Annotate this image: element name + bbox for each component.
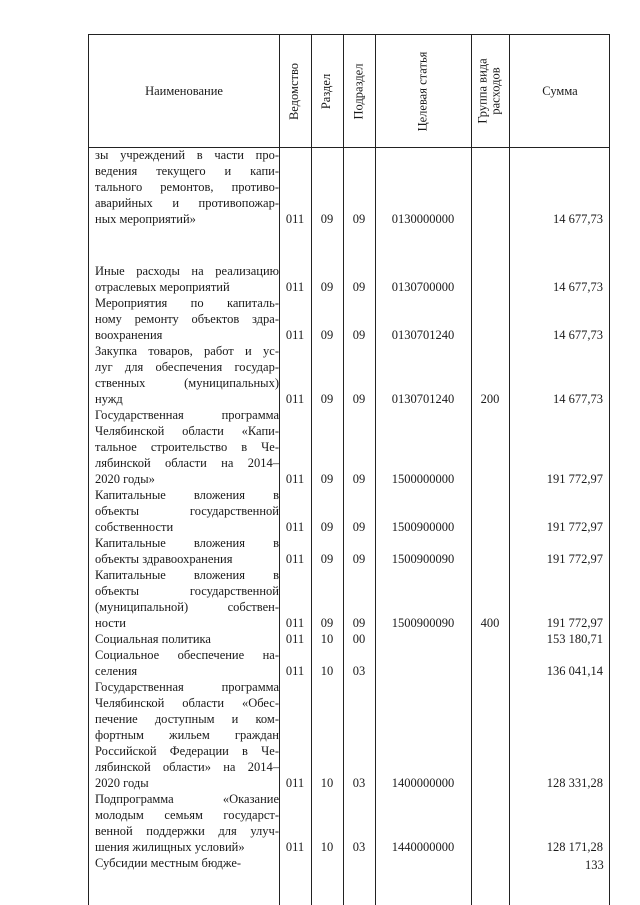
row-name-line: Челябинской области «Капи- [95, 424, 279, 438]
column-divider [471, 35, 472, 905]
row-summa: 14 677,73 [553, 392, 603, 406]
row-vedomstvo: 011 [285, 520, 305, 534]
row-vedomstvo: 011 [285, 328, 305, 342]
header-summa [509, 35, 611, 147]
row-name-line: объекты государственной [95, 584, 279, 598]
page-number: 133 [585, 858, 604, 872]
row-name-line: лябинской области на 2014– [95, 456, 279, 470]
row-podrazdel: 09 [352, 280, 366, 294]
row-name-line: тального ремонтов, противо- [95, 180, 279, 194]
row-name-line: объекты здравоохранения [95, 552, 233, 566]
row-razdel: 09 [320, 472, 334, 486]
row-name-line: ственных (муниципальных) [95, 376, 279, 390]
header-name-label: Наименование [145, 83, 223, 98]
row-vedomstvo: 011 [285, 552, 305, 566]
row-razdel: 10 [320, 840, 334, 854]
row-name [95, 535, 279, 567]
row-podrazdel: 09 [352, 552, 366, 566]
row-podrazdel: 09 [352, 392, 366, 406]
row-name-line: (муниципальной) собствен- [95, 600, 279, 614]
row-razdel: 09 [320, 520, 334, 534]
row-name-line: Субсидии местным бюдже- [95, 856, 242, 870]
header-vedomstvo [279, 35, 311, 147]
row-name-line: Капитальные вложения в [95, 536, 279, 550]
header-summa-label: Сумма [542, 83, 578, 98]
row-name-line: отраслевых мероприятий [95, 280, 230, 294]
row-podrazdel: 03 [352, 776, 366, 790]
row-podrazdel: 00 [352, 632, 366, 646]
row-name [95, 487, 279, 535]
row-name-line: ных мероприятий» [95, 212, 196, 226]
row-name-line: лябинской области» на 2014– [95, 760, 279, 774]
budget-table [88, 34, 610, 905]
row-vedomstvo: 011 [285, 212, 305, 226]
row-name [95, 567, 279, 631]
row-celevaya: 0130700000 [391, 280, 455, 294]
row-razdel: 09 [320, 616, 334, 630]
row-summa: 14 677,73 [553, 280, 603, 294]
row-vedomstvo: 011 [285, 632, 305, 646]
row-name-line: фортным жильем граждан [95, 728, 279, 742]
row-celevaya: 1500900090 [391, 616, 455, 630]
row-name [95, 263, 279, 295]
header-gruppa-line2: расходов [489, 67, 504, 115]
row-name-line: печение доступным и ком- [95, 712, 279, 726]
row-celevaya: 1500000000 [391, 472, 455, 486]
row-summa: 191 772,97 [546, 616, 603, 630]
row-gruppa: 400 [480, 616, 500, 630]
row-vedomstvo: 011 [285, 664, 305, 678]
row-name-line: 2020 годы [95, 776, 149, 790]
row-celevaya: 1500900000 [391, 520, 455, 534]
row-name-line: Капитальные вложения в [95, 488, 279, 502]
row-summa: 153 180,71 [546, 632, 603, 646]
row-name-line: венной поддержки для улуч- [95, 824, 279, 838]
row-name [95, 343, 279, 407]
row-summa: 128 171,28 [546, 840, 603, 854]
row-name [95, 679, 279, 791]
header-podrazdel-label: Подраздел [351, 63, 366, 119]
header-celevaya-label: Целевая статья [415, 51, 430, 131]
row-name-line: Социальное обеспечение на- [95, 648, 279, 662]
header-vedomstvo-label: Ведомство [287, 62, 302, 120]
row-name-line: Подпрограмма «Оказание [95, 792, 279, 806]
row-razdel: 10 [320, 632, 334, 646]
row-vedomstvo: 011 [285, 280, 305, 294]
row-podrazdel: 09 [352, 212, 366, 226]
row-razdel: 09 [320, 280, 334, 294]
row-name-line: ности [95, 616, 126, 630]
row-name-line: Российской Федерации в Че- [95, 744, 279, 758]
row-celevaya: 0130701240 [391, 328, 455, 342]
row-name [95, 631, 279, 647]
row-celevaya: 1500900090 [391, 552, 455, 566]
row-name-line: Иные расходы на реализацию [95, 264, 279, 278]
row-podrazdel: 09 [352, 472, 366, 486]
row-name-line: Социальная политика [95, 632, 211, 646]
row-razdel: 10 [320, 664, 334, 678]
row-name [95, 791, 279, 855]
header-razdel-label: Раздел [319, 73, 334, 109]
row-name-line: нужд [95, 392, 123, 406]
row-vedomstvo: 011 [285, 392, 305, 406]
row-name [95, 147, 279, 227]
row-summa: 136 041,14 [546, 664, 603, 678]
row-summa: 14 677,73 [553, 212, 603, 226]
row-celevaya: 1400000000 [391, 776, 455, 790]
row-name-line: шения жилищных условий» [95, 840, 245, 854]
row-podrazdel: 03 [352, 840, 366, 854]
row-name [95, 647, 279, 679]
row-vedomstvo: 011 [285, 472, 305, 486]
row-summa: 191 772,97 [546, 552, 603, 566]
row-name [95, 295, 279, 343]
row-name-line: зы учреждений в части про- [95, 148, 279, 162]
header-gruppa-label [477, 58, 503, 123]
row-name-line: 2020 годы» [95, 472, 155, 486]
row-name-line: Государственная программа [95, 408, 279, 422]
row-summa: 191 772,97 [546, 472, 603, 486]
row-vedomstvo: 011 [285, 776, 305, 790]
row-razdel: 09 [320, 392, 334, 406]
row-name [95, 855, 279, 871]
row-name-line: ведения текущего и капи- [95, 164, 279, 178]
row-name-line: тальное строительство в Че- [95, 440, 279, 454]
row-gruppa: 200 [480, 392, 500, 406]
header-name [89, 35, 279, 147]
row-name-line: селения [95, 664, 138, 678]
row-name-line: Государственная программа [95, 680, 279, 694]
row-name-line: Закупка товаров, работ и ус- [95, 344, 279, 358]
row-name-line: объекты государственной [95, 504, 279, 518]
row-razdel: 10 [320, 776, 334, 790]
row-podrazdel: 09 [352, 520, 366, 534]
header-gruppa [471, 35, 509, 147]
row-vedomstvo: 011 [285, 616, 305, 630]
row-name-line: воохранения [95, 328, 163, 342]
row-name-line: молодым семьям государст- [95, 808, 279, 822]
row-podrazdel: 09 [352, 616, 366, 630]
row-celevaya: 0130701240 [391, 392, 455, 406]
row-name-line: собственности [95, 520, 174, 534]
row-celevaya: 0130000000 [391, 212, 455, 226]
row-name-line: аварийных и противопожар- [95, 196, 279, 210]
row-vedomstvo: 011 [285, 840, 305, 854]
row-name [95, 407, 279, 487]
row-summa: 191 772,97 [546, 520, 603, 534]
row-name-line: Капитальные вложения в [95, 568, 279, 582]
row-razdel: 09 [320, 328, 334, 342]
header-razdel [311, 35, 343, 147]
header-celevaya [375, 35, 471, 147]
row-name-line: Мероприятия по капиталь- [95, 296, 279, 310]
row-name-line: луг для обеспечения государ- [95, 360, 279, 374]
row-razdel: 09 [320, 552, 334, 566]
row-summa: 128 331,28 [546, 776, 603, 790]
row-celevaya: 1440000000 [391, 840, 455, 854]
row-summa: 14 677,73 [553, 328, 603, 342]
row-podrazdel: 09 [352, 328, 366, 342]
row-razdel: 09 [320, 212, 334, 226]
header-gruppa-line1: Группа вида [476, 58, 491, 124]
row-podrazdel: 03 [352, 664, 366, 678]
row-name-line: ному ремонту объектов здра- [95, 312, 279, 326]
header-podrazdel [343, 35, 375, 147]
row-name-line: Челябинской области «Обес- [95, 696, 279, 710]
